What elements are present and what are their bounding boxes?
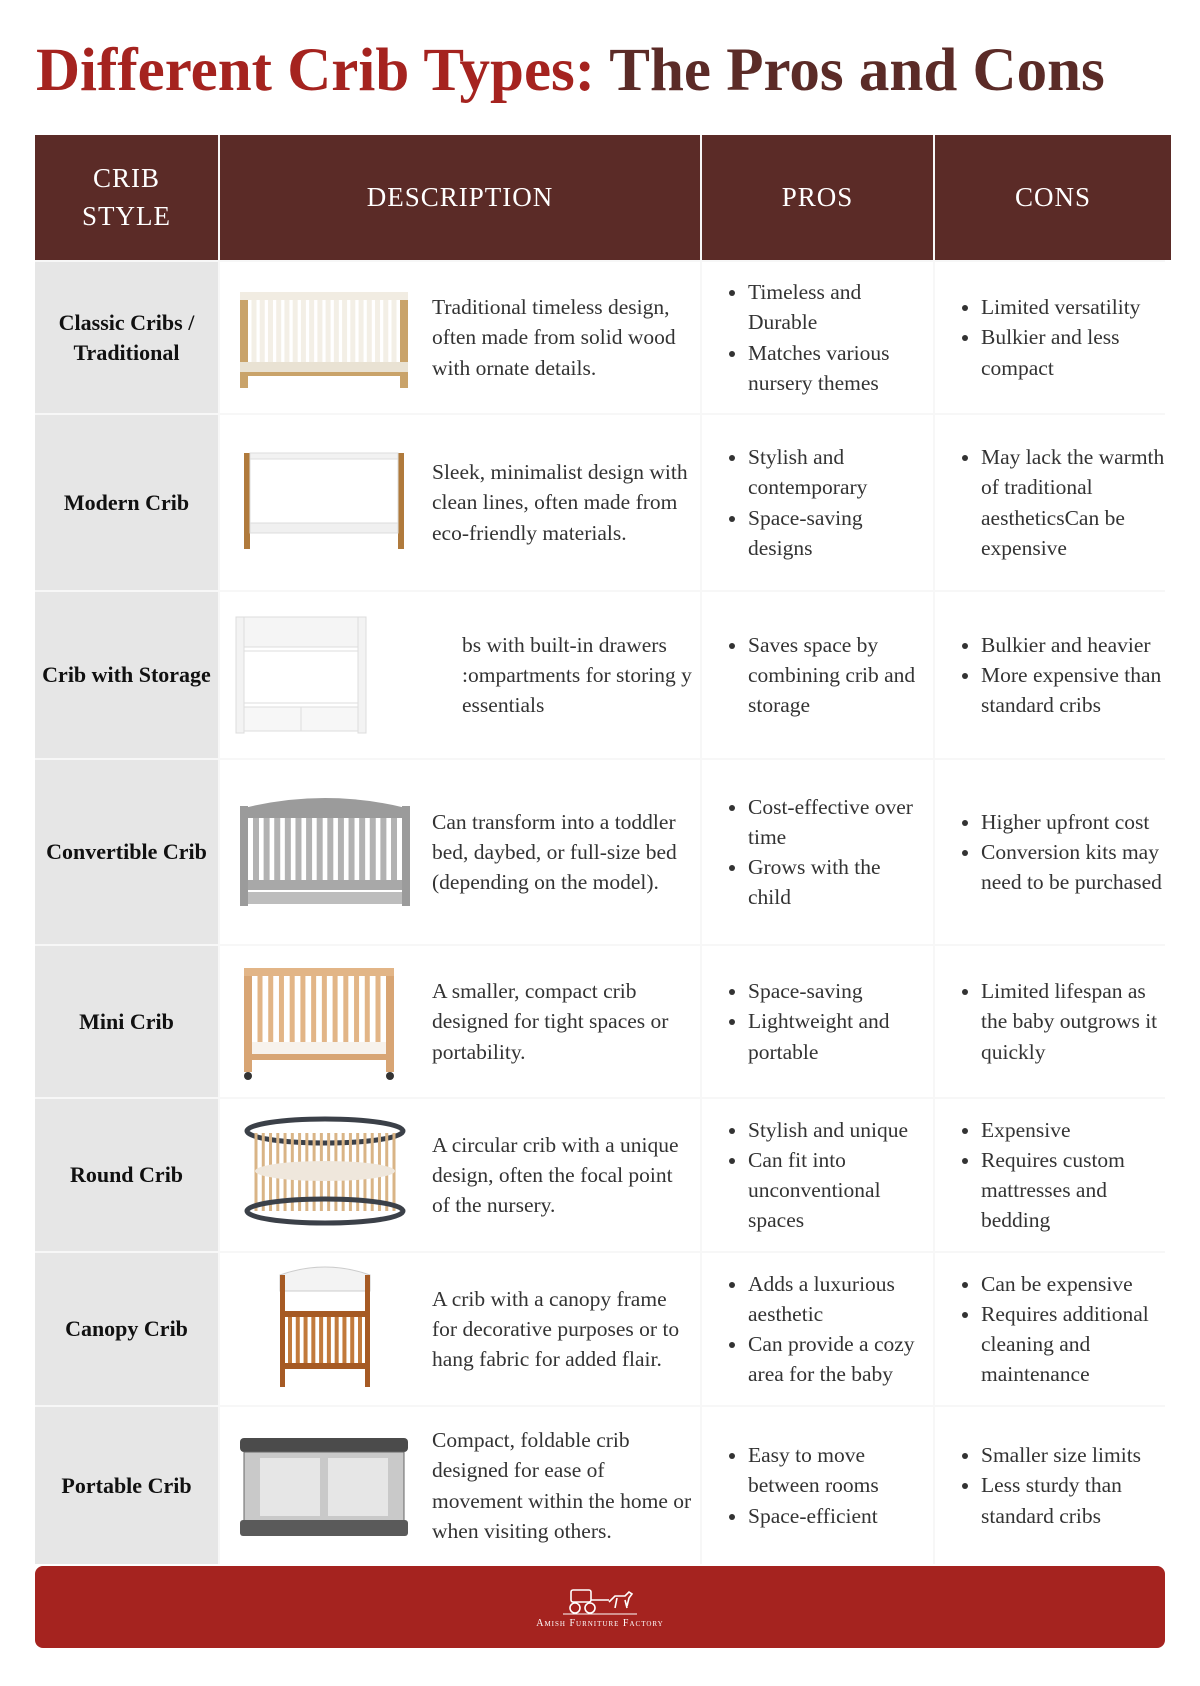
pros-item: • Matches various nursery themes xyxy=(748,338,927,398)
crib-style-name: Convertible Crib xyxy=(35,760,218,944)
pros-cell xyxy=(702,1253,933,1405)
cons-item: • Higher upfront cost xyxy=(981,807,1165,837)
description-text: A smaller, compact crib designed for tight spaces or portability. xyxy=(432,979,669,1064)
pros-item: • Space-efficient xyxy=(748,1501,927,1531)
pros-item: • Adds a luxurious aesthetic xyxy=(748,1269,927,1329)
pros-item: • Can provide a cozy area for the baby xyxy=(748,1329,927,1389)
pros-cell xyxy=(702,415,933,590)
pros-item: • Space-saving designs xyxy=(748,503,927,563)
crib-style-name: Round Crib xyxy=(35,1099,218,1251)
cons-cell xyxy=(935,1407,1171,1564)
description-cell xyxy=(220,946,700,1097)
crib-canopy-icon xyxy=(230,1265,420,1393)
description-text: bs with built-in drawers :ompartments for storing y essentials xyxy=(462,632,692,718)
crib-classic-icon xyxy=(230,274,420,402)
description-text: A circular crib with a unique design, often the focal point of the nursery. xyxy=(432,1132,679,1218)
pros-cell xyxy=(702,1407,933,1564)
header-pros: PROS xyxy=(702,135,933,260)
pros-cell xyxy=(702,592,933,758)
description-cell xyxy=(220,1407,700,1564)
pros-list xyxy=(702,1269,933,1389)
description-cell xyxy=(220,262,700,413)
cons-item: • Limited versatility xyxy=(981,292,1165,322)
crib-image xyxy=(230,439,420,567)
cons-cell xyxy=(935,946,1171,1097)
page-title xyxy=(36,36,1176,116)
cons-cell xyxy=(935,760,1171,944)
pros-list xyxy=(702,976,933,1066)
pros-item: • Easy to move between rooms xyxy=(748,1440,927,1500)
cons-item: • More expensive than standard cribs xyxy=(981,660,1165,720)
description-cell xyxy=(220,415,700,590)
pros-list xyxy=(702,277,933,397)
cons-list xyxy=(935,807,1171,897)
cons-item: • Can be expensive xyxy=(981,1269,1165,1299)
cons-cell xyxy=(935,262,1171,413)
pros-cell xyxy=(702,760,933,944)
pros-item: • Saves space by combining crib and storage xyxy=(748,630,927,720)
pros-item: • Cost-effective over time xyxy=(748,792,927,852)
pros-cell xyxy=(702,946,933,1097)
cons-list xyxy=(935,976,1171,1066)
pros-item: • Can fit into unconventional spaces xyxy=(748,1145,927,1235)
crib-image xyxy=(230,1265,420,1393)
crib-image xyxy=(230,1111,420,1239)
crib-style-name: Modern Crib xyxy=(35,415,218,590)
crib-style-name: Mini Crib xyxy=(35,946,218,1097)
description-cell xyxy=(220,1099,700,1251)
description-text: Compact, foldable crib designed for ease of movement within the home or when visiting others. xyxy=(432,1428,692,1543)
crib-style-name: Canopy Crib xyxy=(35,1253,218,1405)
description-text: Can transform into a toddler bed, daybed, or full-size bed (depending on the model). xyxy=(432,809,677,895)
title-part-1: Different Crib Types: xyxy=(36,37,596,104)
crib-image xyxy=(230,788,420,916)
pros-list xyxy=(702,792,933,912)
cons-item: • Bulkier and heavier xyxy=(981,630,1165,660)
cons-item: • Smaller size limits xyxy=(981,1440,1165,1470)
description-text: A crib with a canopy frame for decorative purposes or to hang fabric for added flair. xyxy=(432,1286,680,1372)
cons-list xyxy=(935,442,1171,562)
crib-style-name: Portable Crib xyxy=(35,1407,218,1564)
pros-item: • Stylish and unique xyxy=(748,1115,927,1145)
cons-item: • May lack the warmth of traditional aestheticsCan be expensive xyxy=(981,442,1165,562)
pros-item: • Lightweight and portable xyxy=(748,1006,927,1066)
cons-list xyxy=(935,1269,1171,1389)
description-cell xyxy=(220,592,700,758)
cons-item: • Limited lifespan as the baby outgrows it quickly xyxy=(981,976,1165,1066)
cons-cell xyxy=(935,415,1171,590)
footer-bar xyxy=(35,1566,1165,1648)
pros-item: • Stylish and contemporary xyxy=(748,442,927,502)
title-part-2: The Pros and Cons xyxy=(609,37,1105,104)
pros-item: • Space-saving xyxy=(748,976,927,1006)
brand-name: Amish Furniture Factory xyxy=(536,1617,664,1629)
crib-round-icon xyxy=(230,1111,420,1239)
description-text: Traditional timeless design, often made from solid wood with ornate details. xyxy=(432,295,676,380)
cons-list xyxy=(935,630,1171,720)
cons-item: • Requires custom mattresses and bedding xyxy=(981,1145,1165,1235)
comparison-table xyxy=(35,135,1165,1564)
crib-image xyxy=(230,611,420,739)
header-crib-style: CRIB STYLE xyxy=(35,135,218,260)
crib-image xyxy=(230,1422,420,1550)
description-cell xyxy=(220,1253,700,1405)
description-text: Sleek, minimalist design with clean lines, often made from eco-friendly materials. xyxy=(432,460,688,545)
crib-storage-icon xyxy=(230,611,420,739)
cons-item: • Less sturdy than standard cribs xyxy=(981,1470,1165,1530)
pros-cell xyxy=(702,1099,933,1251)
pros-list xyxy=(702,442,933,562)
pros-list xyxy=(702,1440,933,1530)
pros-list xyxy=(702,1115,933,1235)
crib-style-name: Crib with Storage xyxy=(35,592,218,758)
crib-style-name: Classic Cribs / Traditional xyxy=(35,262,218,413)
cons-item: • Expensive xyxy=(981,1115,1165,1145)
description-cell xyxy=(220,760,700,944)
cons-item: • Requires additional cleaning and maintenance xyxy=(981,1299,1165,1389)
header-description: DESCRIPTION xyxy=(220,135,700,260)
pros-item: • Timeless and Durable xyxy=(748,277,927,337)
crib-image xyxy=(230,958,420,1086)
cons-list xyxy=(935,1115,1171,1235)
cons-list xyxy=(935,1440,1171,1530)
pros-cell xyxy=(702,262,933,413)
cons-item: • Conversion kits may need to be purchased xyxy=(981,837,1165,897)
horse-buggy-icon xyxy=(563,1586,637,1616)
crib-convertible-icon xyxy=(230,788,420,916)
crib-portable-icon xyxy=(230,1422,420,1550)
pros-item: • Grows with the child xyxy=(748,852,927,912)
cons-cell xyxy=(935,1253,1171,1405)
cons-cell xyxy=(935,592,1171,758)
header-cons: CONS xyxy=(935,135,1171,260)
crib-modern-icon xyxy=(230,439,420,567)
cons-list xyxy=(935,292,1171,382)
crib-image xyxy=(230,274,420,402)
pros-list xyxy=(702,630,933,720)
cons-cell xyxy=(935,1099,1171,1251)
crib-mini-icon xyxy=(230,958,420,1086)
cons-item: • Bulkier and less compact xyxy=(981,322,1165,382)
